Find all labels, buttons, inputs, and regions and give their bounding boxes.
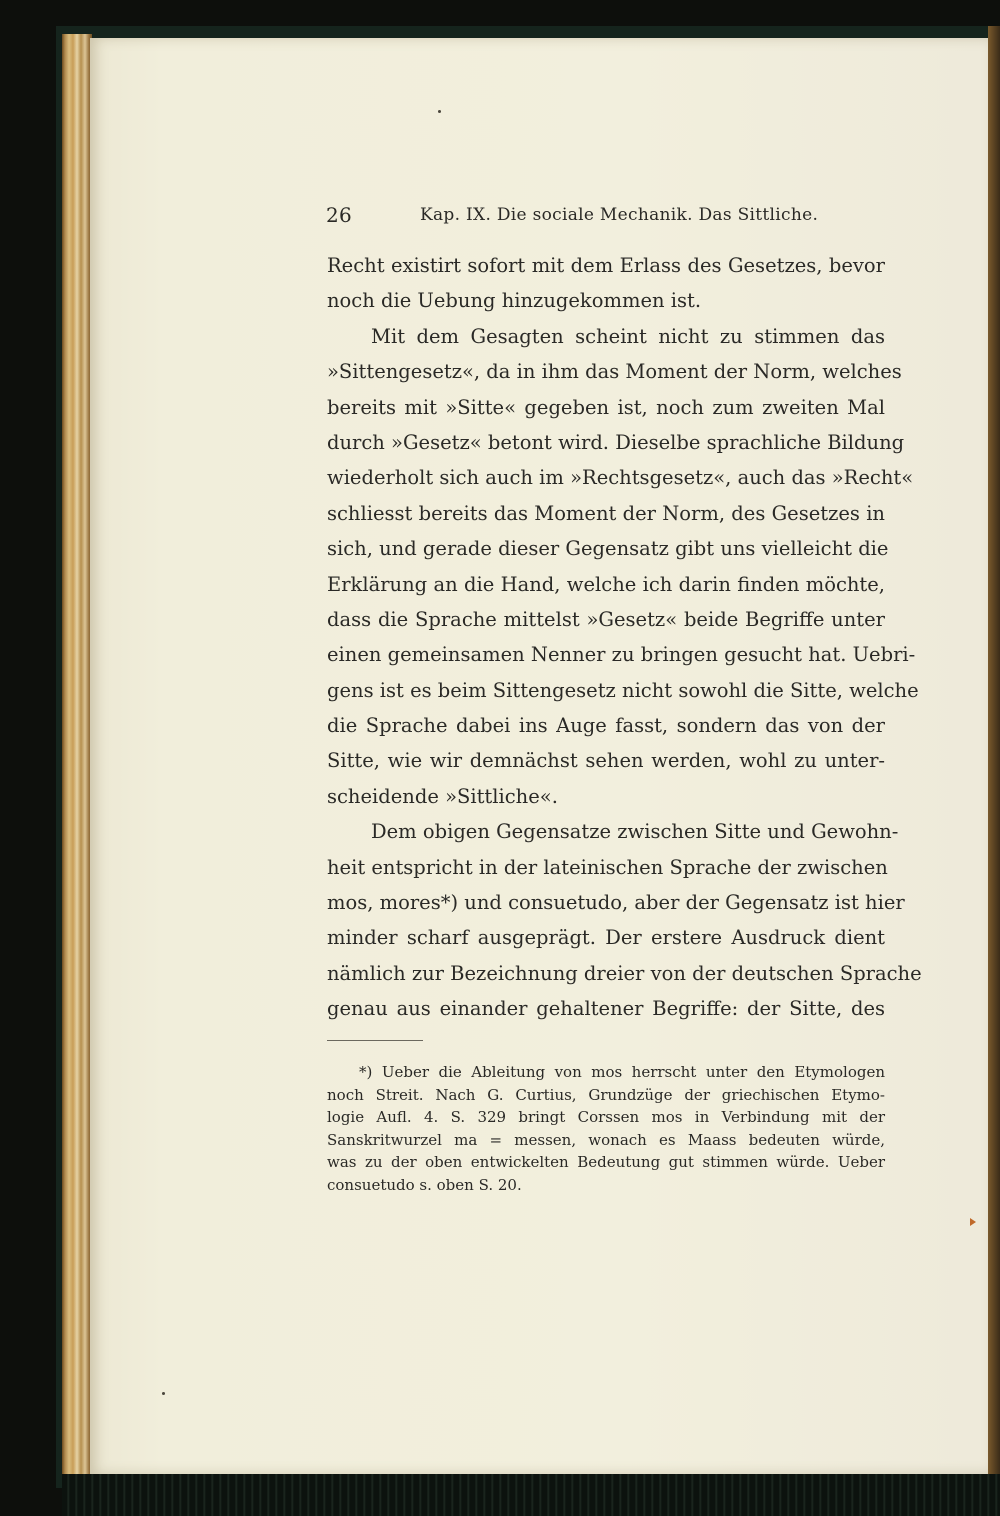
body-line: Mit dem Gesagten scheint nicht zu stimmen das <box>371 324 885 348</box>
body-line: Sitte, wie wir demnächst sehen werden, wohl zu unter- <box>327 749 885 773</box>
body-line: scheidende »Sittliche«. <box>327 784 558 808</box>
paper-speck <box>438 110 441 113</box>
footnote-line: consuetudo s. oben S. 20. <box>327 1175 522 1194</box>
body-line: heit entspricht in der lateinischen Sprache der zwischen <box>327 855 888 879</box>
body-line: sich, und gerade dieser Gegensatz gibt uns vielleicht die <box>327 537 889 561</box>
body-line: Recht existirt sofort mit dem Erlass des Gesetzes, bevor <box>327 254 885 277</box>
body-line: Dem obigen Gegensatze zwischen Sitte und Gewohn- <box>371 820 899 844</box>
edge-mark <box>970 1218 976 1226</box>
body-line: »Sittengesetz«, da in ihm das Moment der Norm, welches <box>327 360 902 384</box>
body-line: wiederholt sich auch im »Rechtsgesetz«, auch das »Recht« <box>327 466 914 490</box>
footnote-line: Sanskritwurzel ma = messen, wonach es Maass bedeuten würde, <box>327 1130 885 1149</box>
footnote-line: *) Ueber die Ableitung von mos herrscht unter den Etymologen <box>359 1063 885 1081</box>
running-header <box>326 203 886 233</box>
footnote <box>327 1061 885 1197</box>
body-line: Erklärung an die Hand, welche ich darin finden möchte, <box>327 572 885 596</box>
body-line: durch »Gesetz« betont wird. Dieselbe sprachliche Bildung <box>327 430 905 454</box>
page-number: 26 <box>326 203 353 227</box>
body-line: die Sprache dabei ins Auge fasst, sondern das von der <box>327 714 885 738</box>
body-line: mos, mores*) und consuetudo, aber der Gegensatz ist hier <box>327 891 905 915</box>
body-line: dass die Sprache mittelst »Gesetz« beide Begriffe unter <box>327 607 885 631</box>
footnote-rule <box>327 1040 423 1041</box>
body-line: nämlich zur Bezeichnung dreier von der deutschen Sprache <box>327 961 922 985</box>
footnote-line: noch Streit. Nach G. Curtius, Grundzüge der griechischen Etymo- <box>327 1085 885 1104</box>
body-line: bereits mit »Sitte« gegeben ist, noch zum zweiten Mal <box>327 395 885 419</box>
body-line: noch die Uebung hinzugekommen ist. <box>327 289 702 313</box>
footnote-line: logie Aufl. 4. S. 329 bringt Corssen mos in Verbindung mit der <box>327 1108 885 1127</box>
body-line: einen gemeinsamen Nenner zu bringen gesucht hat. Uebri- <box>327 643 916 667</box>
paper-speck <box>162 1392 165 1395</box>
body-line: minder scharf ausgeprägt. Der erstere Ausdruck dient <box>327 926 885 950</box>
footnote-line: was zu der oben entwickelten Bedeutung gut stimmen würde. Ueber <box>327 1153 885 1172</box>
running-title: Kap. IX. Die sociale Mechanik. Das Sittliche. <box>420 205 819 225</box>
body-line: schliesst bereits das Moment der Norm, des Gesetzes in <box>327 501 885 525</box>
body-line: genau aus einander gehaltener Begriffe: der Sitte, des <box>327 997 885 1021</box>
body-text <box>327 248 922 1027</box>
body-line: gens ist es beim Sittengesetz nicht sowohl die Sitte, welche <box>327 678 919 702</box>
